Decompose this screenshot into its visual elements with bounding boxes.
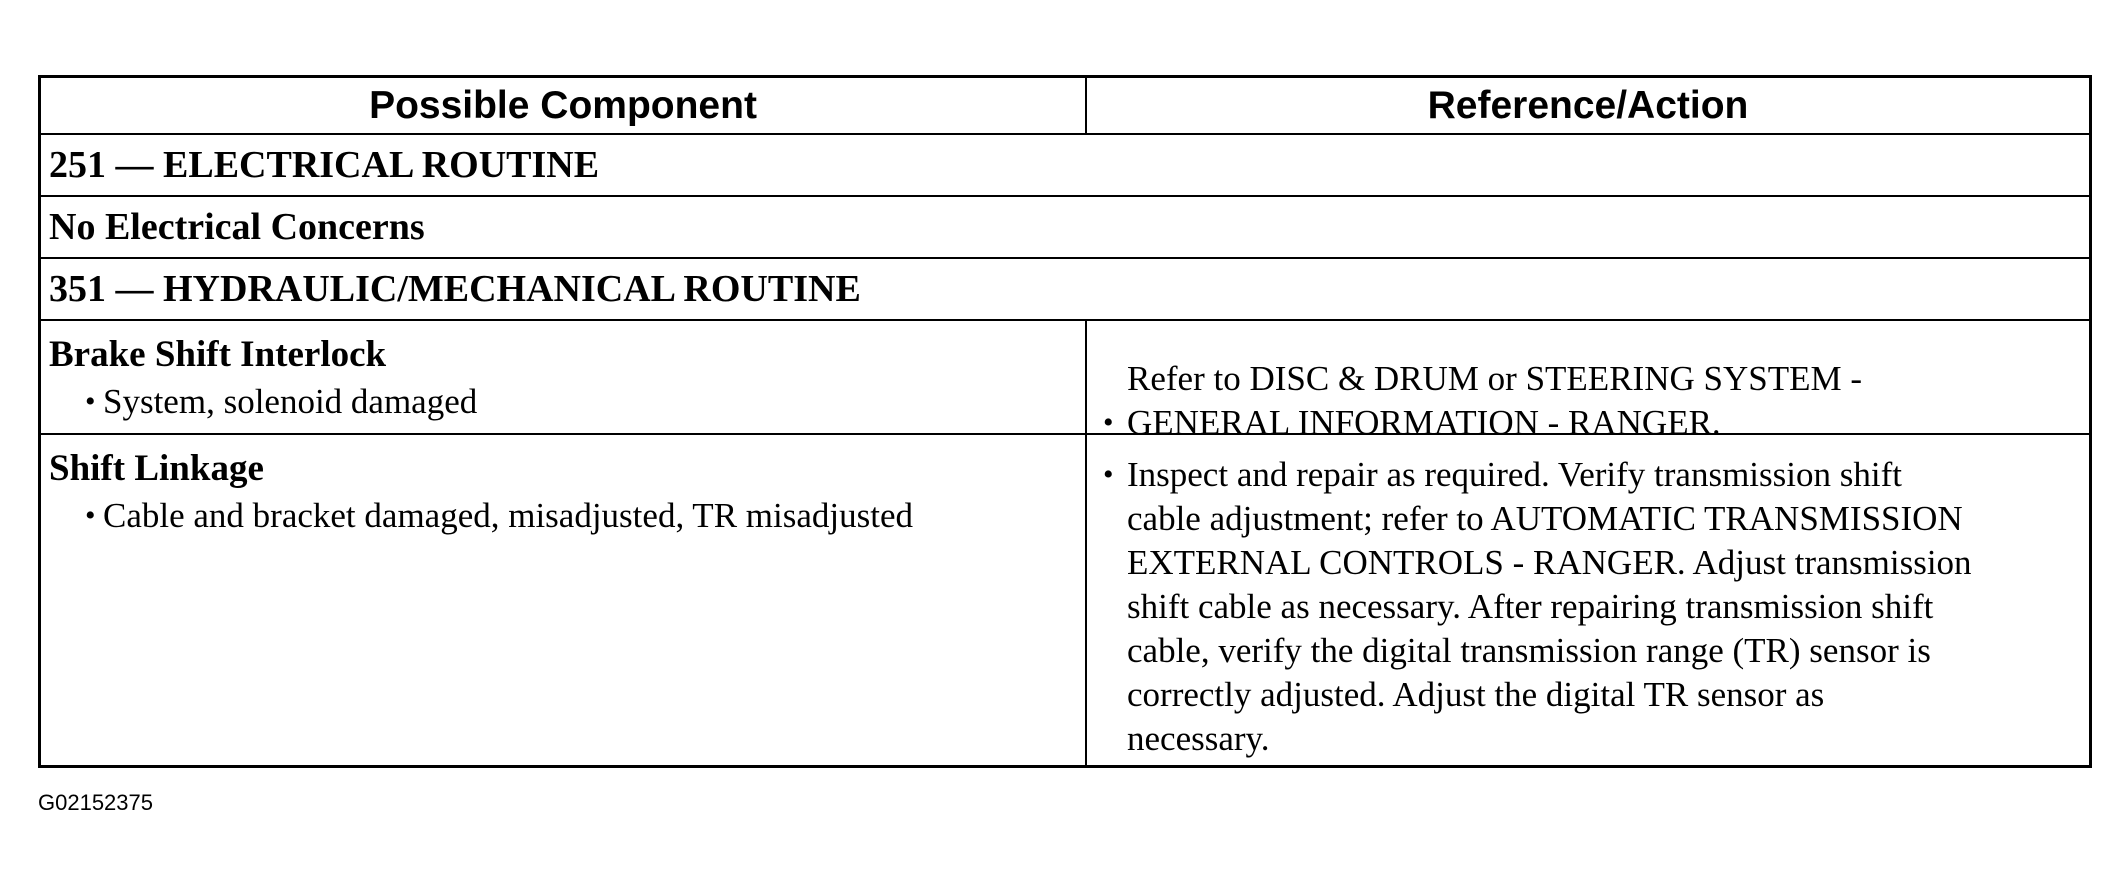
diagnostic-table	[38, 75, 2092, 768]
figure-id: G02152375	[38, 790, 153, 815]
section-title-electrical: 251 — ELECTRICAL ROUTINE	[49, 144, 600, 186]
action-line: necessary.	[1127, 719, 1270, 758]
action-line: cable adjustment; refer to AUTOMATIC TRANSMISSION	[1127, 499, 1963, 538]
action-line: Refer to DISC & DRUM or STEERING SYSTEM -	[1127, 359, 1862, 398]
action-line: correctly adjusted. Adjust the digital TR sensor as	[1127, 675, 1825, 714]
bullet-icon: •	[85, 499, 96, 532]
header-reference-action: Reference/Action	[1427, 83, 1749, 127]
action-line: cable, verify the digital transmission range (TR) sensor is	[1127, 631, 1931, 670]
action-line: GENERAL INFORMATION - RANGER.	[1127, 403, 1721, 442]
section-title-hydraulic: 351 — HYDRAULIC/MECHANICAL ROUTINE	[49, 268, 861, 310]
bullet-icon: •	[1103, 406, 1114, 439]
table-row	[41, 435, 2089, 765]
section-row-no-concerns	[41, 197, 2089, 259]
component-item: System, solenoid damaged	[103, 382, 478, 421]
header-row	[41, 78, 2089, 135]
action-line: EXTERNAL CONTROLS - RANGER. Adjust transmission	[1127, 543, 1972, 582]
section-row-hydraulic	[41, 259, 2089, 321]
action-text	[1087, 435, 2089, 761]
bullet-icon: •	[1103, 458, 1114, 491]
component-item: Cable and bracket damaged, misadjusted, TR misadjusted	[103, 496, 913, 535]
header-possible-component: Possible Component	[369, 83, 757, 127]
component-title: Brake Shift Interlock	[49, 334, 387, 375]
bullet-icon: •	[85, 385, 96, 418]
action-line: Inspect and repair as required. Verify transmission shift	[1127, 455, 1902, 494]
component-title: Shift Linkage	[49, 448, 264, 489]
action-line: shift cable as necessary. After repairing transmission shift	[1127, 587, 1934, 626]
section-title-no-concerns: No Electrical Concerns	[49, 206, 425, 248]
table-row	[41, 321, 2089, 442]
section-row-electrical	[41, 135, 2089, 197]
action-text	[1087, 321, 2089, 445]
